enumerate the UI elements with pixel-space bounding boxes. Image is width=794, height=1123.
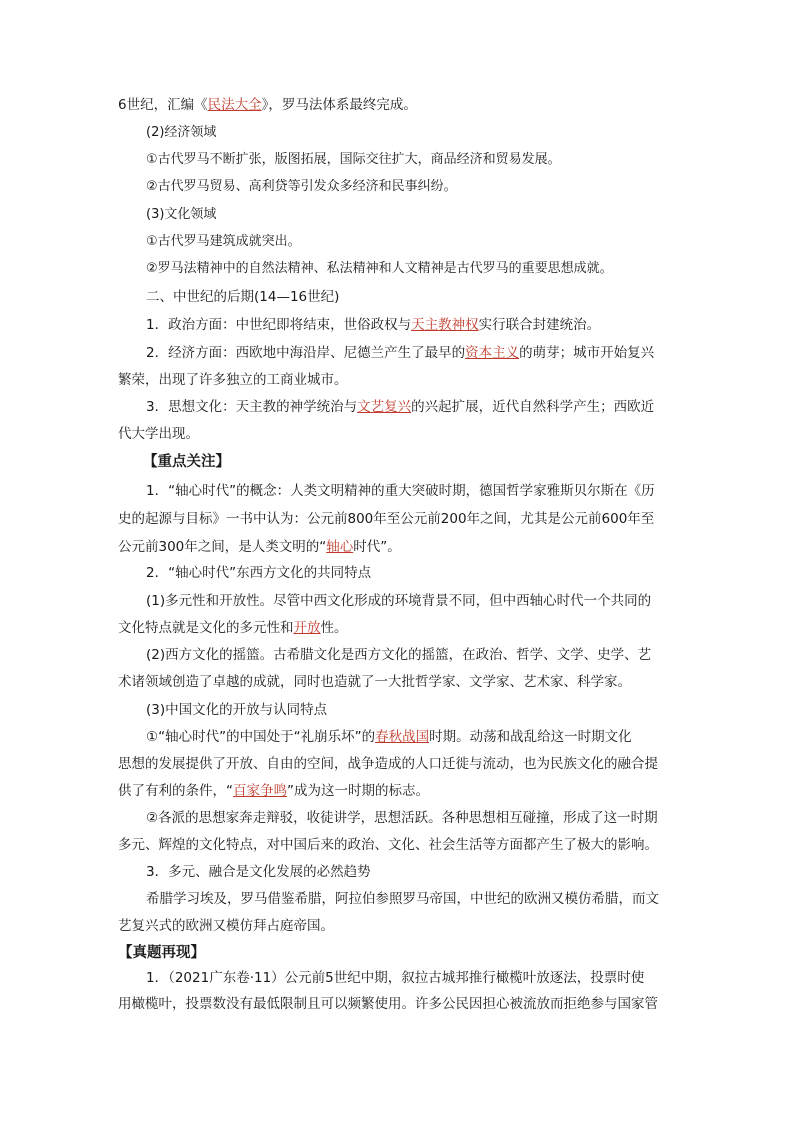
text-line: [146, 398, 654, 416]
text-line: (1)多元性和开放性。尽管中西文化形成的环境背景不同，但中西轴心时代一个共同的: [146, 593, 652, 609]
text-line: 史的起源与目标》一书中认为：公元前800年至公元前200年之间，尤其是公元前600年至: [118, 511, 655, 527]
subheading: (3)文化领域: [146, 207, 217, 222]
text-line: 艺复兴式的欧洲又模仿拜占庭帝国。: [118, 918, 334, 934]
text-line: 1．（2021广东卷·11）公元前5世纪中期，叙拉古城邦推行橄榄叶放逐法，投票时使: [146, 970, 645, 986]
answer-highlight: 民法大全: [207, 97, 262, 113]
text-fragment: 6世纪，汇编《: [118, 97, 208, 113]
text-line: 1．“轴心时代”的概念：人类文明精神的重大突破时期，德国哲学家雅斯贝尔斯在《历: [146, 483, 655, 499]
text-line: [118, 96, 417, 114]
text-line: [146, 728, 632, 746]
text-fragment: 时代”。: [353, 539, 401, 555]
text-line: (3)中国文化的开放与认同特点: [146, 702, 328, 718]
text-fragment: 1．政治方面：中世纪即将结束，世俗政权与: [146, 317, 412, 333]
section-heading: 二、中世纪的后期(14—16世纪): [146, 289, 340, 305]
text-line: ②各派的思想家奔走辩驳，收徒讲学，思想活跃。各种思想相互碰撞，形成了这一时期: [146, 810, 658, 826]
text-line: [146, 316, 600, 334]
text-fragment: 》，罗马法体系最终完成。: [261, 97, 417, 113]
text-fragment: 2．经济方面：西欧地中海沿岸、尼德兰产生了最早的: [146, 345, 466, 361]
text-line: [118, 538, 401, 556]
text-line: 3．多元、融合是文化发展的必然趋势: [146, 864, 371, 880]
text-fragment: 供了有利的条件，“: [118, 783, 233, 799]
text-line: 术诸领域创造了卓越的成就，同时也造就了一大批哲学家、文学家、艺术家、科学家。: [118, 674, 631, 690]
text-line: 用橄榄叶，投票数没有最低限制且可以频繁使用。许多公民因担心被流放而拒绝参与国家管: [118, 996, 658, 1012]
text-fragment: 性。: [320, 620, 348, 636]
answer-highlight: 开放: [293, 620, 321, 636]
text-fragment: 实行联合封建统治。: [478, 317, 601, 333]
answer-highlight: 百家争鸣: [233, 783, 287, 799]
answer-highlight: 文艺复兴: [357, 399, 412, 415]
text-fragment: 时期。动荡和战乱给这一时期文化: [429, 729, 632, 745]
answer-highlight: 资本主义: [465, 345, 520, 361]
text-line: 2．“轴心时代”东西方文化的共同特点: [146, 565, 372, 581]
text-line: 多元、辉煌的文化特点，对中国后来的政治、文化、社会生活等方面都产生了极大的影响。: [118, 837, 658, 853]
text-line: (2)西方文化的摇篮。古希腊文化是西方文化的摇篮，在政治、哲学、文学、史学、艺: [146, 647, 652, 663]
text-line: ②古代罗马贸易、高利贷等引发众多经济和民事纠纷。: [146, 179, 457, 194]
text-fragment: ①“轴心时代”的中国处于“礼崩乐坏”的: [146, 729, 376, 745]
text-line: ①古代罗马不断扩张，版图拓展，国际交往扩大，商品经济和贸易发展。: [146, 152, 561, 167]
answer-highlight: 轴心: [326, 539, 354, 555]
text-line: 希腊学习埃及，罗马借鉴希腊，阿拉伯参照罗马帝国，中世纪的欧洲又模仿希腊，而文: [146, 891, 659, 907]
text-fragment: 文化特点就是文化的多元性和: [118, 620, 294, 636]
exam-heading: 【真题再现】: [118, 945, 205, 961]
text-line: ②罗马法精神中的自然法精神、私法精神和人文精神是古代罗马的重要思想成就。: [146, 261, 613, 276]
answer-highlight: 天主教神权: [411, 317, 479, 333]
text-fragment: ”成为这一时期的标志。: [287, 783, 429, 799]
subheading: (2)经济领域: [146, 125, 217, 140]
text-fragment: 公元前300年之间，是人类文明的“: [118, 539, 327, 555]
text-line: ①古代罗马建筑成就突出。: [146, 234, 301, 249]
text-line: [146, 344, 654, 362]
text-line: 代大学出现。: [118, 426, 199, 442]
text-fragment: 3．思想文化：天主教的神学统治与: [146, 399, 358, 415]
text-fragment: 的萌芽；城市开始复兴: [519, 345, 655, 361]
text-fragment: 的兴起扩展，近代自然科学产生；西欧近: [411, 399, 655, 415]
text-line: [118, 782, 429, 800]
text-line: 思想的发展提供了开放、自由的空间，战争造成的人口迁徙与流动，也为民族文化的融合提: [118, 756, 658, 772]
text-line: 繁荣，出现了许多独立的工商业城市。: [118, 372, 348, 388]
text-line: [118, 619, 348, 637]
answer-highlight: 春秋战国: [375, 729, 430, 745]
focus-heading: 【重点关注】: [143, 454, 230, 470]
